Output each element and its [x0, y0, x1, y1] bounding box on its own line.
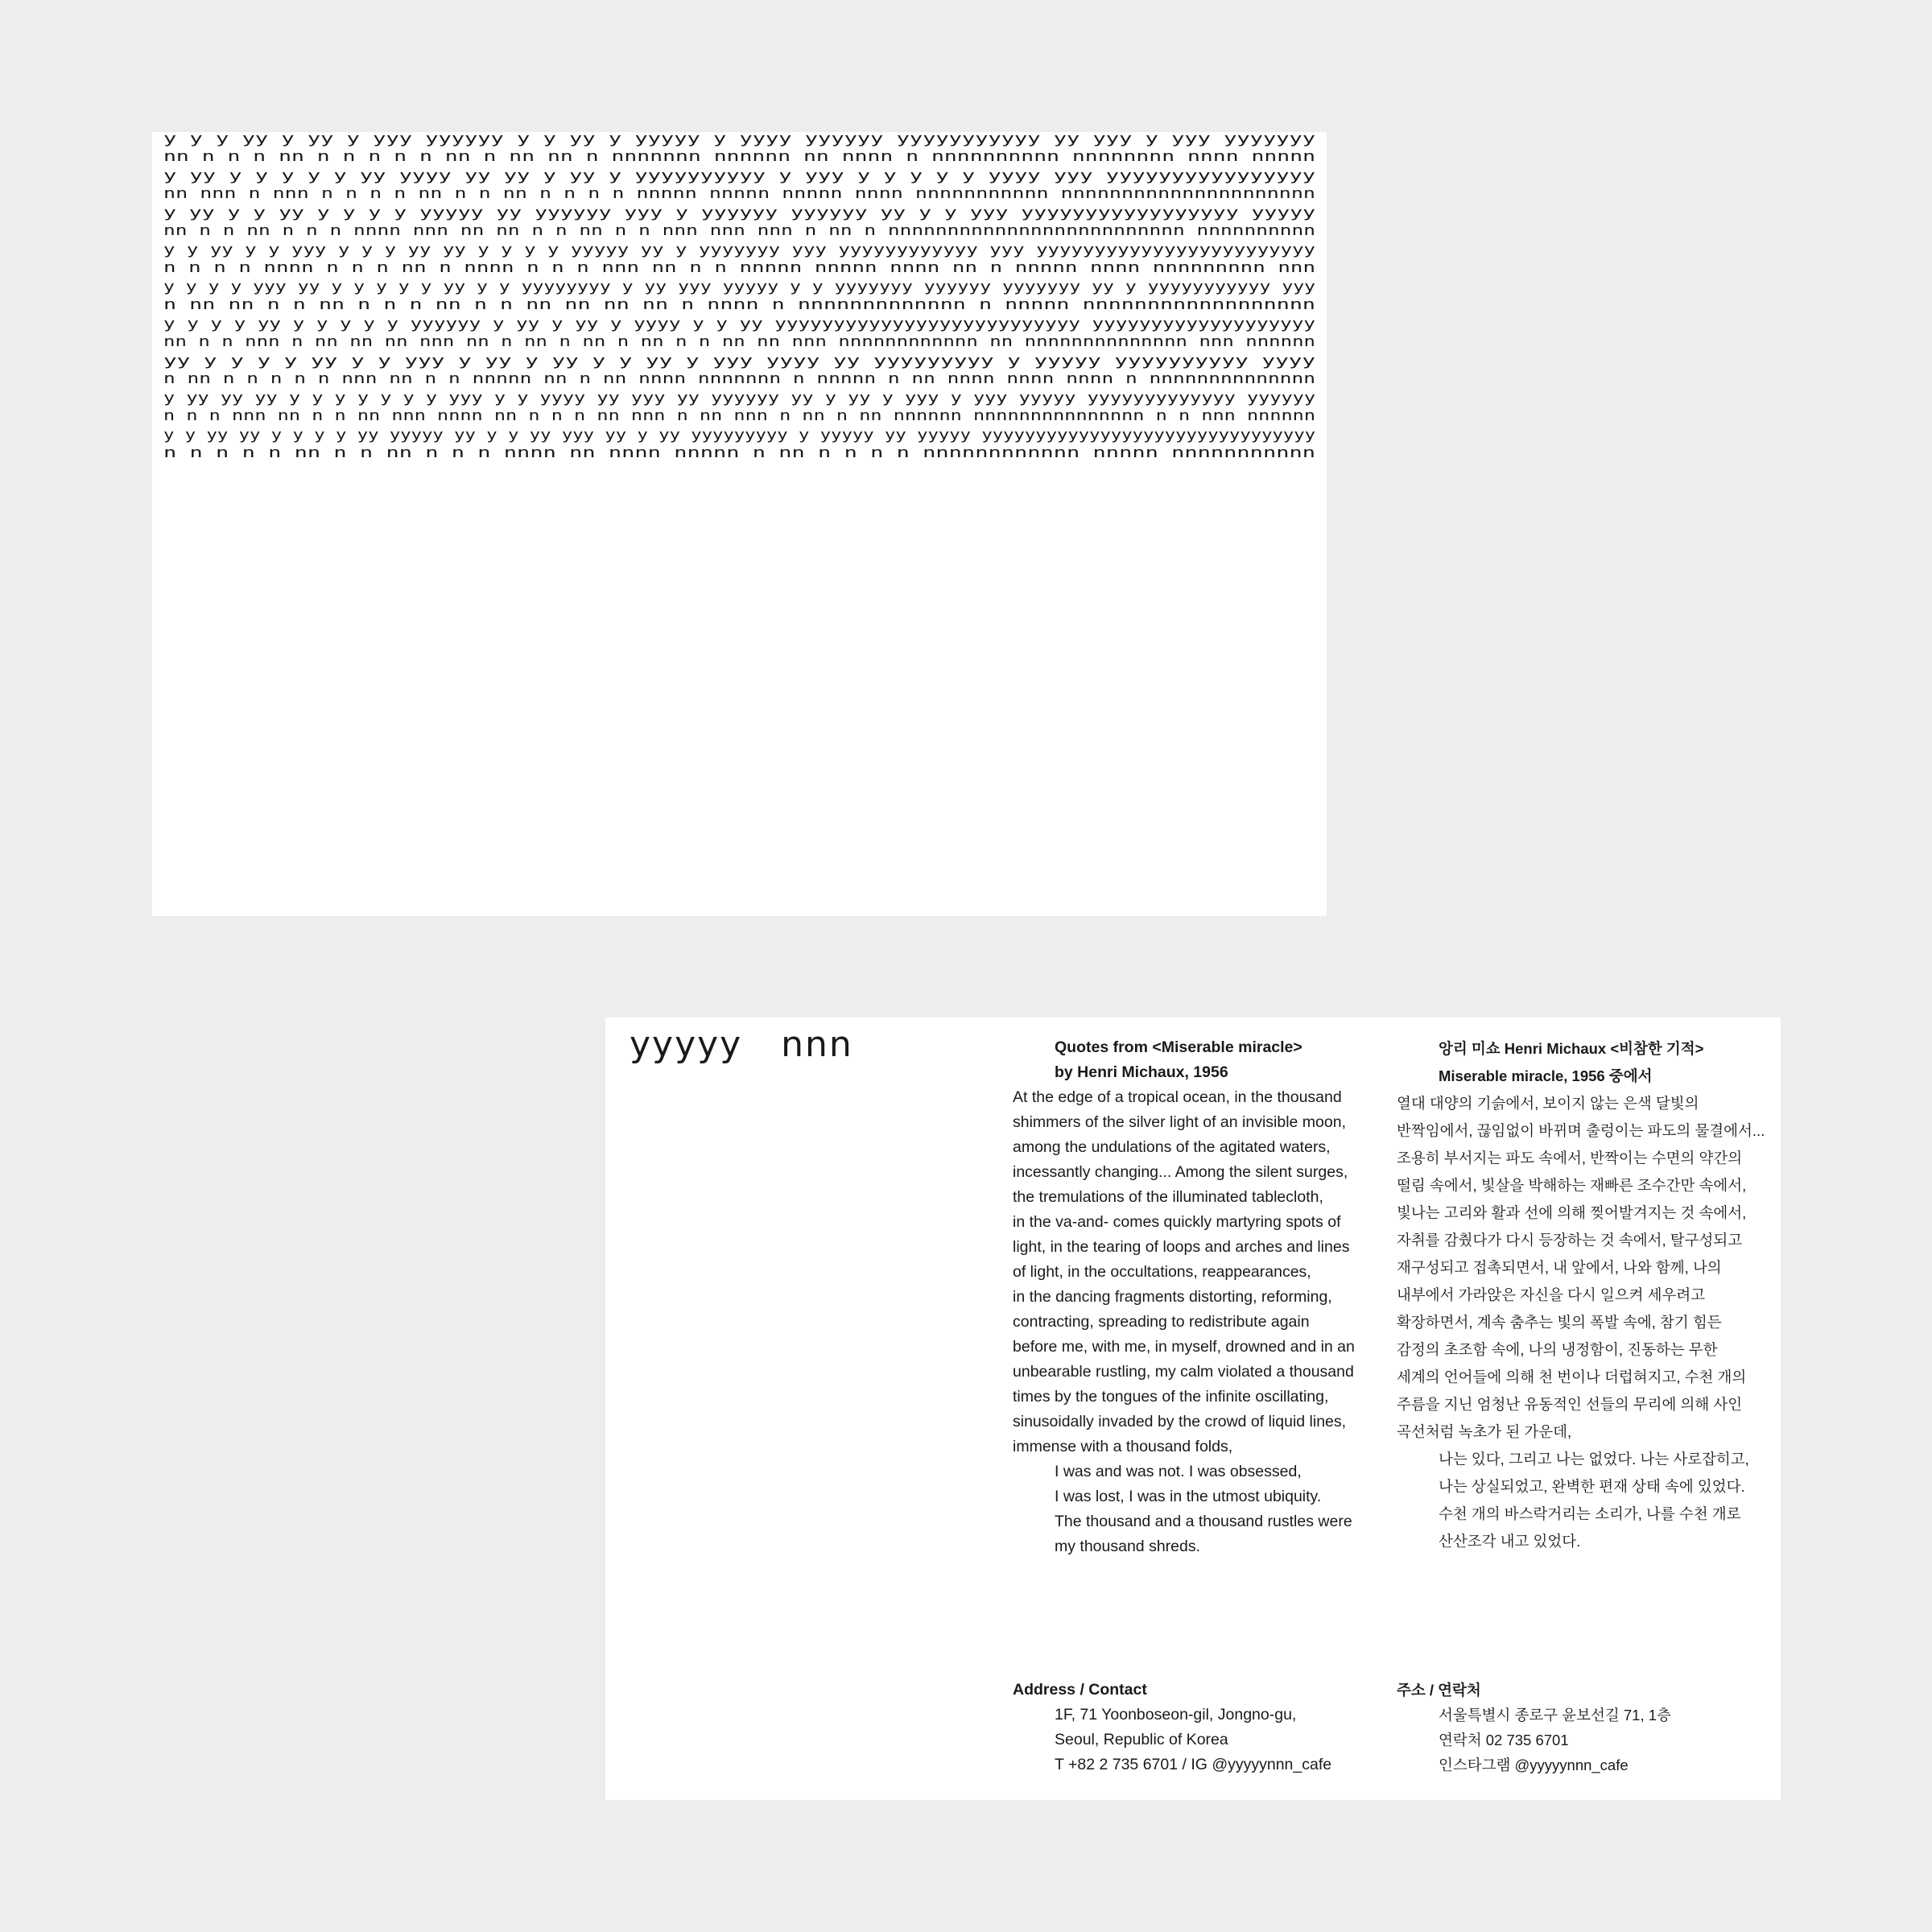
address-line-en: Seoul, Republic of Korea: [1055, 1731, 1228, 1748]
address-line-en: 1F, 71 Yoonboseon-gil, Jongno-gu,: [1055, 1706, 1297, 1724]
korean-body-line: 떨림 속에서, 빛살을 박해하는 재빠른 조수간만 속에서,: [1397, 1177, 1747, 1194]
pattern-row: y y y yy y yy y yyy yyyyyy y y yy y yyyyy y yyyy yyyyyy yyyyyyyyyyy yy yyy y yyy yyyyyyy: [163, 132, 1316, 147]
english-body-line: in the dancing fragments distorting, reforming,: [1013, 1288, 1332, 1306]
english-body-line: before me, with me, in myself, drowned and in an: [1013, 1338, 1355, 1356]
korean-body-line: 열대 대양의 기슭에서, 보이지 않는 은색 달빛의: [1397, 1095, 1699, 1112]
english-body-line: immense with a thousand folds,: [1013, 1438, 1233, 1455]
back-card: [605, 1018, 1781, 1800]
logo: yyyyy nnn: [630, 1024, 853, 1065]
pattern-row: nn n n nn n n n nnnn nnn nn nn n n nn n n nnn nnn nnn n nn n nnnnnnnnnnnnnnnnnnnnnnnnn nnnnnnnnnn: [163, 222, 1315, 239]
front-card: [152, 132, 1327, 916]
english-body-line: incessantly changing... Among the silent surges,: [1013, 1163, 1348, 1181]
pattern-row: n n n n nnnn n n n nn n nnnn n n n nnn nn n n nnnnn nnnnn nnnn nn n nnnnn nnnn nnnnnnnnn nnn: [163, 259, 1315, 276]
korean-body-line: 감정의 초조함 속에, 나의 냉정함이, 진동하는 무한: [1397, 1341, 1718, 1358]
korean-indented: [1397, 1446, 1767, 1555]
english-body-line: among the undulations of the agitated waters,: [1013, 1138, 1331, 1156]
english-body: [1013, 1085, 1375, 1459]
address-line-ko: 인스타그램 @yyyyynnn_cafe: [1439, 1757, 1629, 1773]
english-body-line: shimmers of the silver light of an invisible moon,: [1013, 1113, 1347, 1131]
korean-indented-line: 수천 개의 바스락거리는 소리가, 나를 수천 개로: [1439, 1505, 1741, 1522]
address-line-ko: 연락처 02 735 6701: [1439, 1732, 1569, 1748]
korean-body-line: 세계의 언어들에 의해 천 번이나 더럽혀지고, 수천 개의: [1397, 1368, 1747, 1385]
korean-body-line: 내부에서 가라앉은 자신을 다시 일으켜 세우려고: [1397, 1286, 1706, 1303]
english-body-line: times by the tongues of the infinite oscillating,: [1013, 1388, 1329, 1406]
korean-body-line: 곡선처럼 녹초가 된 가운데,: [1397, 1423, 1572, 1440]
english-indented: [1013, 1459, 1375, 1559]
korean-body-line: 확장하면서, 계속 춤추는 빛의 폭발 속에, 참기 힘든: [1397, 1314, 1722, 1331]
pattern-row: y y y y yyy yy y y y y y yy y y yyyyyyyy y yy yyy yyyyy y y yyyyyyy yyyyyy yyyyyyy yy y yyyyyyyyyyy yyy: [163, 279, 1316, 295]
korean-body-line: 재구성되고 접촉되면서, 내 앞에서, 나와 함께, 나의: [1397, 1259, 1722, 1276]
english-body-line: the tremulations of the illuminated tablecloth,: [1013, 1188, 1323, 1206]
english-body-line: At the edge of a tropical ocean, in the thousand: [1013, 1088, 1342, 1106]
korean-body-line: 자취를 감췄다가 다시 등장하는 것 속에서, 탈구성되고: [1397, 1232, 1743, 1249]
korean-body-line: 빛나는 고리와 활과 선에 의해 찢어발겨지는 것 속에서,: [1397, 1204, 1747, 1221]
english-body-line: of light, in the occultations, reappearances,: [1013, 1263, 1311, 1281]
pattern-row: n nn n n n n n nnn nn n n nnnnn nn n nn nnnn nnnnnnn n nnnnn n nn nnnn nnnn nnnn n nnnnnnnnnnnnnn: [163, 370, 1315, 387]
english-indented-line: my thousand shreds.: [1055, 1538, 1201, 1555]
address-heading-ko: 주소 / 연락처: [1397, 1682, 1481, 1699]
korean-indented-line: 나는 있다, 그리고 나는 없었다. 나는 사로잡히고,: [1439, 1451, 1749, 1468]
korean-body-line: 주름을 지닌 엄청난 유동적인 선들의 무리에 의해 사인: [1397, 1396, 1743, 1413]
english-indented-line: The thousand and a thousand rustles were: [1055, 1513, 1352, 1530]
korean-title-line-1: 앙리 미쇼 Henri Michaux <비참한 기적>: [1439, 1040, 1704, 1057]
pattern-row: nn n n n nn n n n n n nn n nn nn n nnnnnnn nnnnnn nn nnnn n nnnnnnnnnn nnnnnnnn nnnn nnnnn: [163, 148, 1315, 165]
pattern-row: y y yy y y yyy y y y yy yy y y y y yyyyy yy y yyyyyyy yyy yyyyyyyyyyyy yyy yyyyyyyyyyyyyyyyyyyyyyyy: [163, 242, 1316, 258]
korean-quote: [1397, 1035, 1767, 1555]
english-indented-line: I was lost, I was in the utmost ubiquity.: [1055, 1488, 1322, 1505]
korean-indented-line: 나는 상실되었고, 완벽한 편재 상태 속에 있었다.: [1439, 1478, 1745, 1495]
pattern-row: n n n nnn nn n n nn nnn nnnn nn n n n nn nnn n nn nnn n nn n nn nnnnnn nnnnnnnnnnnnnnn n n nnn nnnnnn: [163, 407, 1315, 424]
english-body-line: unbearable rustling, my calm violated a thousand: [1013, 1363, 1354, 1381]
pattern-row: y yy yy yy y y y y y y y yyy y y yyyy yy yyy yy yyyyyy yy y yy y yyy y yyy yyyyy yyyyyyyyyyyyy yyyyyy: [163, 390, 1316, 407]
address-line-ko: 서울특별시 종로구 윤보선길 71, 1층: [1439, 1707, 1671, 1724]
pattern-row: nn nnn n nnn n n n n nn n n nn n n n n nnnnn nnnnn nnnnn nnnn nnnnnnnnnnn nnnnnnnnnnnnnnnnnnnnn: [163, 185, 1315, 202]
address-heading-en: Address / Contact: [1013, 1681, 1147, 1699]
pattern-row: y y yy yy y y y y yy yyyyy yy y y yy yyy yy y yy yyyyyyyyy y yyyyy yy yyyyy yyyyyyyyyyyyyyyyyyyyyyyyyyyyyyy: [163, 427, 1316, 444]
korean-body: [1397, 1090, 1767, 1446]
pattern-row: yy y y y y yy y y yyy y yy y yy y y yy y yyy yyyy yy yyyyyyyyy y yyyyy yyyyyyyyyy yyyy: [163, 353, 1316, 369]
korean-indented-line: 산산조각 내고 있었다.: [1439, 1533, 1581, 1550]
yn-typographic-pattern: [152, 132, 1327, 486]
english-body-line: sinusoidally invaded by the crowd of liquid lines,: [1013, 1413, 1347, 1430]
english-body-line: contracting, spreading to redistribute again: [1013, 1313, 1310, 1331]
pattern-row: n nn nn n n nn n n n nn n n nn nn nn nn n nnnn n nnnnnnnnnnnnn n nnnnn nnnnnnnnnnnnnnnnnn: [163, 296, 1315, 313]
english-quote: [1013, 1035, 1375, 1559]
address-line-en: T +82 2 735 6701 / IG @yyyyynnn_cafe: [1055, 1756, 1332, 1773]
english-title-line-2: by Henri Michaux, 1956: [1055, 1063, 1228, 1081]
pattern-row: n n n n n nn n n nn n n n nnnn nn nnnn nnnnn n nn n n n n nnnnnnnnnnnn nnnnn nnnnnnnnnnn: [163, 444, 1315, 461]
english-indented-line: I was and was not. I was obsessed,: [1055, 1463, 1302, 1480]
address-contact-en: [1013, 1678, 1375, 1777]
pattern-row: nn n n nnn n nn nn nn nnn nn n nn n nn n nn n n nn nn nnn nnnnnnnnnnnn nn nnnnnnnnnnnnnn nnn nnnnnn: [163, 333, 1315, 350]
korean-body-line: 반짝임에서, 끊임없이 바뀌며 출렁이는 파도의 물결에서...: [1397, 1122, 1765, 1139]
pattern-row: y yy y y y y y yy yyyy yy yy y yy y yyyyyyyyyy y yyy y y y y y yyyy yyy yyyyyyyyyyyyyyyy: [163, 167, 1316, 184]
pattern-row: y yy y y yy y y y y yyyyy yy yyyyyy yyy y yyyyyy yyyyyy yy y y yyy yyyyyyyyyyyyyyyyy yyyyy: [163, 204, 1316, 221]
korean-title-line-2: Miserable miracle, 1956 중에서: [1439, 1067, 1653, 1084]
english-body-line: in the va-and- comes quickly martyring spots of: [1013, 1213, 1341, 1231]
english-title-line-1: Quotes from <Miserable miracle>: [1055, 1038, 1302, 1056]
pattern-row: y y y y yy y y y y y yyyyyy y yy y yy y yyyy y y yy yyyyyyyyyyyyyyyyyyyyyyyyyy yyyyyyyyyyyyyyyyyyy: [163, 316, 1316, 332]
english-body-line: light, in the tearing of loops and arches and lines: [1013, 1238, 1350, 1256]
address-contact-ko: [1397, 1678, 1767, 1777]
korean-body-line: 조용히 부서지는 파도 속에서, 반짝이는 수면의 약간의: [1397, 1150, 1743, 1166]
